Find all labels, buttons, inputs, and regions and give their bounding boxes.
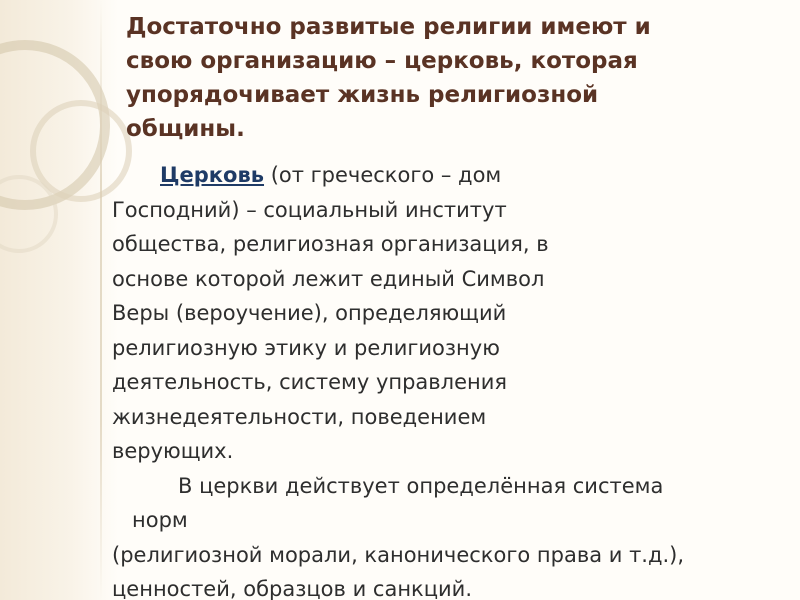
definition-line: религиозную этику и религиозную — [112, 335, 500, 360]
norms-line: (религиозной морали, канонического права и т.д.), — [112, 542, 685, 567]
definition-line: общества, религиозная организация, в — [112, 232, 549, 256]
definition-line: Господний) – социальный институт — [112, 197, 507, 222]
title-line: упорядочивает жизнь религиозной — [126, 82, 599, 108]
slide-title — [126, 10, 766, 146]
title-line: Достаточно развитые религии имеют и — [126, 14, 651, 40]
definition-text: (от греческого – дом — [264, 163, 502, 187]
decorative-divider — [100, 0, 102, 600]
norms-line: ценностей, образцов и санкций. — [112, 577, 472, 600]
definition-term: Церковь — [160, 163, 265, 187]
slide-body — [112, 158, 792, 600]
definition-line: верующих. — [112, 439, 234, 463]
norms-first-line: В церкви действует определённая система — [178, 473, 664, 498]
definition-line: основе которой лежит единый Символ — [112, 266, 545, 291]
definition-first-line — [112, 158, 792, 193]
title-line: свою организацию – церковь, которая — [126, 48, 638, 74]
definition-line: деятельность, систему управления — [112, 370, 508, 394]
title-line: общины. — [126, 116, 245, 142]
definition-line: жизнедеятельности, поведением — [112, 404, 487, 429]
definition-line: Веры (вероучение), определяющий — [112, 301, 507, 325]
norms-line: норм — [132, 508, 188, 532]
